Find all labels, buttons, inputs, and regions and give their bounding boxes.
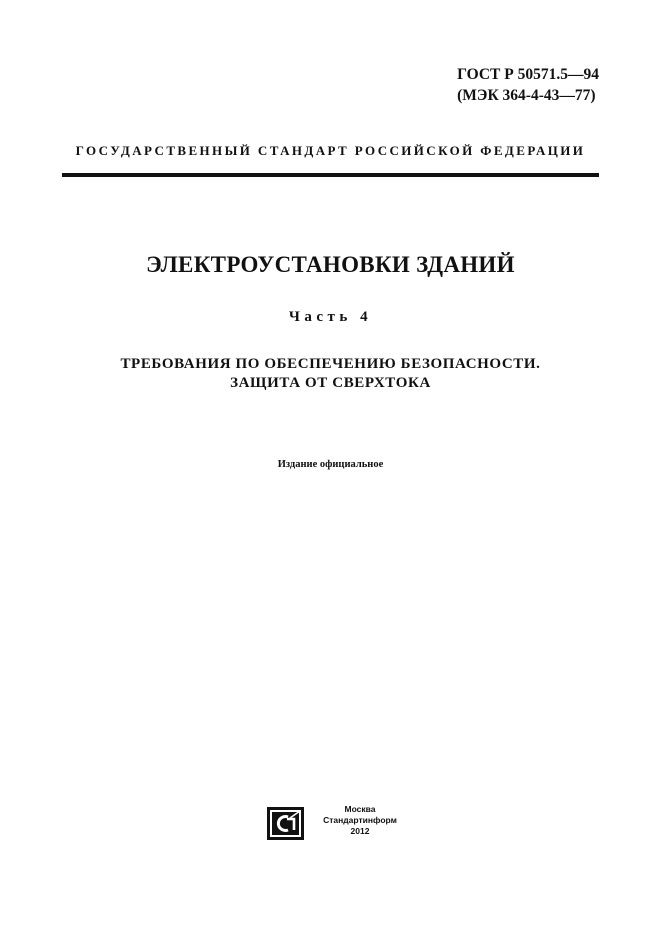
subtitle-line-1: ТРЕБОВАНИЯ ПО ОБЕСПЕЧЕНИЮ БЕЗОПАСНОСТИ.: [120, 356, 541, 372]
standard-number: ГОСТ Р 50571.5—94: [457, 66, 599, 83]
subtitle-line-2: ЗАЩИТА ОТ СВЕРХТОКА: [230, 375, 431, 391]
iec-reference: (МЭК 364-4-43—77): [457, 87, 596, 104]
document-subtitle: [0, 355, 661, 393]
standartinform-logo-icon: [266, 806, 305, 841]
publisher-text: [312, 804, 408, 837]
standard-designation: [457, 64, 599, 106]
document-title: ЭЛЕКТРОУСТАНОВКИ ЗДАНИЙ: [146, 252, 515, 277]
publisher-block: [266, 804, 416, 844]
state-standard-heading: ГОСУДАРСТВЕННЫЙ СТАНДАРТ РОССИЙСКОЙ ФЕДЕРАЦИИ: [75, 143, 586, 158]
header-divider: [62, 173, 599, 177]
edition-label: Издание официальное: [277, 459, 384, 470]
publisher-city: Москва: [344, 804, 376, 814]
publisher-name: Стандартинформ: [323, 815, 397, 825]
part-label: Часть 4: [288, 309, 373, 325]
publisher-year: 2012: [350, 826, 370, 836]
